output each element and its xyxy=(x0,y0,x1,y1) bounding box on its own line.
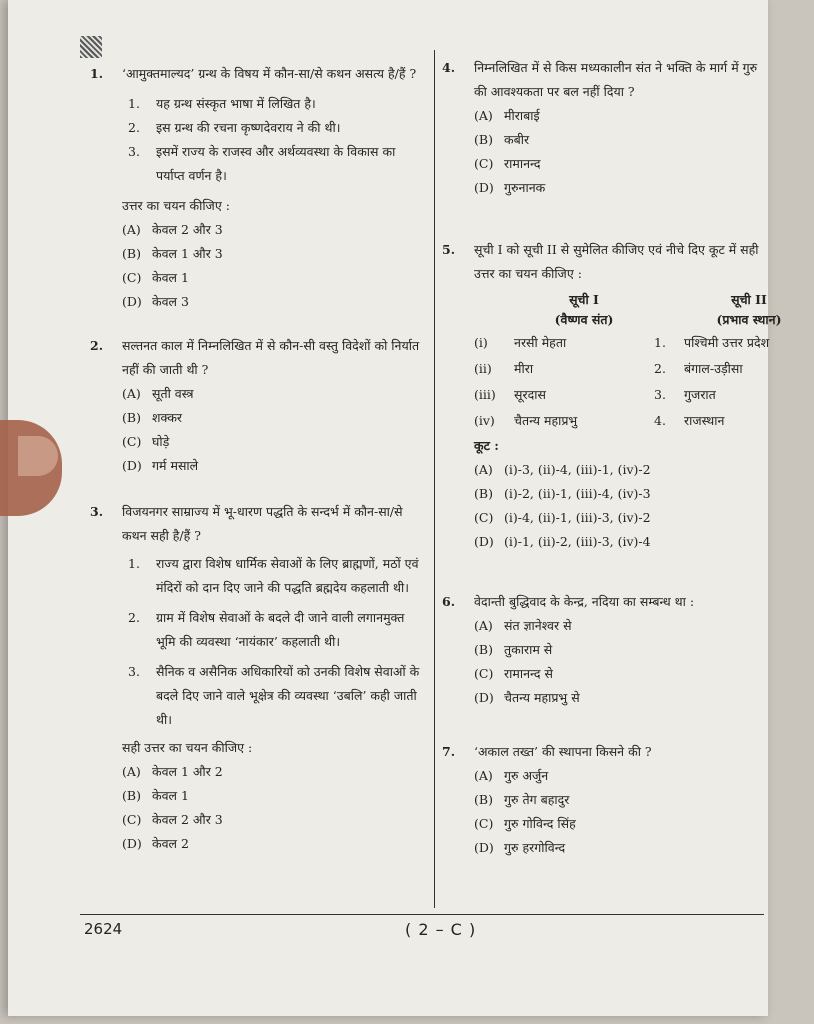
option-b[interactable]: (B) तुकाराम से xyxy=(474,642,553,657)
question-number: 7. xyxy=(442,744,456,759)
paper-code: 2624 xyxy=(84,920,123,938)
option-b[interactable]: (B) केवल 1 और 3 xyxy=(122,246,223,261)
option-d[interactable]: (D) केवल 2 xyxy=(122,836,189,851)
list2-item: बंगाल-उड़ीसा xyxy=(684,361,743,376)
question-7 xyxy=(442,740,760,860)
question-4 xyxy=(442,56,760,200)
row-index: (ii) xyxy=(474,361,492,376)
row-index: (iv) xyxy=(474,413,495,428)
statement: 3. इसमें राज्य के राजस्व और अर्थव्यवस्था के विकास का पर्याप्त वर्णन है। xyxy=(128,144,396,183)
statement: 2. ग्राम में विशेष सेवाओं के बदले दी जाने वाली लगानमुक्त भूमि की व्यवस्था ‘नायंकार’ कहलाती थी। xyxy=(128,610,405,649)
row-index: (iii) xyxy=(474,387,496,402)
right-column xyxy=(442,56,782,860)
option-c[interactable]: (C) घोड़े xyxy=(122,434,170,449)
row-index: (i) xyxy=(474,335,488,350)
option-a[interactable]: (A) केवल 1 और 2 xyxy=(122,764,223,779)
question-number: 6. xyxy=(442,594,456,609)
list1-title: सूची I xyxy=(569,292,599,307)
question-6 xyxy=(442,590,760,710)
statement: 1. यह ग्रन्थ संस्कृत भाषा में लिखित है। xyxy=(128,96,316,111)
option-c[interactable]: (C) केवल 2 और 3 xyxy=(122,812,223,827)
option-a[interactable]: (A) मीराबाई xyxy=(474,108,540,123)
question-number: 3. xyxy=(90,504,104,519)
list2-index: 3. xyxy=(654,387,666,402)
list2-subtitle: (प्रभाव स्थान) xyxy=(716,312,782,327)
thumbnail-nail xyxy=(18,436,58,476)
question-number: 4. xyxy=(442,60,456,75)
option-a[interactable]: (A) सूती वस्त्र xyxy=(122,386,194,401)
list2-index: 2. xyxy=(654,361,666,376)
option-d[interactable]: (D) गुरुनानक xyxy=(474,180,546,195)
option-a[interactable]: (A) (i)-3, (ii)-4, (iii)-1, (iv)-2 xyxy=(474,462,651,477)
question-2 xyxy=(90,334,422,478)
footer-rule xyxy=(80,914,764,915)
question-stem: ‘अकाल तख्त’ की स्थापना किसने की ? xyxy=(474,744,652,759)
statement: 2. इस ग्रन्थ की रचना कृष्णदेवराय ने की थी। xyxy=(128,120,341,135)
question-stem: सूची I को सूची II से सुमेलित कीजिए एवं नीचे दिए कूट में सही उत्तर का चयन कीजिए : xyxy=(474,242,759,281)
instruction: सही उत्तर का चयन कीजिए : xyxy=(122,740,253,755)
question-stem: ‘आमुक्तमाल्यद’ ग्रन्थ के विषय में कौन-सा/से कथन असत्य है/हैं ? xyxy=(122,66,417,81)
question-1 xyxy=(90,62,422,314)
list2-item: पश्चिमी उत्तर प्रदेश xyxy=(684,335,770,350)
question-number: 1. xyxy=(90,66,104,81)
question-number: 2. xyxy=(90,338,104,353)
option-c[interactable]: (C) (i)-4, (ii)-1, (iii)-3, (iv)-2 xyxy=(474,510,651,525)
option-b[interactable]: (B) केवल 1 xyxy=(122,788,189,803)
question-stem: वेदान्ती बुद्धिवाद के केन्द्र, नदिया का सम्बन्ध था : xyxy=(474,594,695,609)
question-stem: सल्तनत काल में निम्नलिखित में से कौन-सी वस्तु विदेशों को निर्यात नहीं की जाती थी ? xyxy=(122,338,420,377)
option-d[interactable]: (D) गुरु हरगोविन्द xyxy=(474,840,566,855)
option-c[interactable]: (C) केवल 1 xyxy=(122,270,189,285)
option-d[interactable]: (D) केवल 3 xyxy=(122,294,189,309)
question-number: 5. xyxy=(442,242,456,257)
option-b[interactable]: (B) शक्कर xyxy=(122,410,183,425)
list2-index: 1. xyxy=(654,335,666,350)
statement: 1. राज्य द्वारा विशेष धार्मिक सेवाओं के लिए ब्राह्मणों, मठों एवं मंदिरों को दान दिए जाने की पद्धति ब्रह्मदेय कहलाती थी। xyxy=(128,556,419,595)
list2-title: सूची II xyxy=(731,292,767,307)
list2-item: राजस्थान xyxy=(684,413,725,428)
statement: 3. सैनिक व असैनिक अधिकारियों को उनकी विशेष सेवाओं के बदले दिए जाने वाले भूक्षेत्र की व्यवस्था ‘उबलि’ कही जाती थी। xyxy=(128,664,420,727)
option-c[interactable]: (C) रामानन्द से xyxy=(474,666,553,681)
option-b[interactable]: (B) गुरु तेग बहादुर xyxy=(474,792,570,807)
option-d[interactable]: (D) चैतन्य महाप्रभु से xyxy=(474,690,580,705)
list1-item: सूरदास xyxy=(514,387,546,402)
question-stem: निम्नलिखित में से किस मध्यकालीन संत ने भक्ति के मार्ग में गुरु की आवश्यकता पर बल नहीं दिया ? xyxy=(474,60,758,99)
instruction: उत्तर का चयन कीजिए : xyxy=(122,198,230,213)
list1-item: चैतन्य महाप्रभु xyxy=(514,413,578,428)
list1-item: नरसी मेहता xyxy=(514,335,567,350)
match-table xyxy=(474,290,782,434)
list1-item: मीरा xyxy=(514,361,534,376)
koot-label: कूट : xyxy=(474,438,499,453)
option-a[interactable]: (A) केवल 2 और 3 xyxy=(122,222,223,237)
list1-subtitle: (वैष्णव संत) xyxy=(554,312,614,327)
option-c[interactable]: (C) रामानन्द xyxy=(474,156,541,171)
option-b[interactable]: (B) कबीर xyxy=(474,132,530,147)
qr-code-icon xyxy=(80,36,102,58)
list2-item: गुजरात xyxy=(684,387,716,402)
option-a[interactable]: (A) गुरु अर्जुन xyxy=(474,768,549,783)
column-divider xyxy=(434,50,435,908)
option-a[interactable]: (A) संत ज्ञानेश्वर से xyxy=(474,618,572,633)
left-column xyxy=(90,62,422,856)
question-3 xyxy=(90,500,422,856)
question-stem: विजयनगर साम्राज्य में भू-धारण पद्धति के सन्दर्भ में कौन-सा/से कथन सही है/हैं ? xyxy=(122,504,403,543)
option-d[interactable]: (D) (i)-1, (ii)-2, (iii)-3, (iv)-4 xyxy=(474,534,651,549)
option-c[interactable]: (C) गुरु गोविन्द सिंह xyxy=(474,816,576,831)
question-5 xyxy=(442,238,782,554)
list2-index: 4. xyxy=(654,413,666,428)
page-number: ( 2 – C ) xyxy=(405,920,477,939)
option-d[interactable]: (D) गर्म मसाले xyxy=(122,458,199,473)
option-b[interactable]: (B) (i)-2, (ii)-1, (iii)-4, (iv)-3 xyxy=(474,486,651,501)
